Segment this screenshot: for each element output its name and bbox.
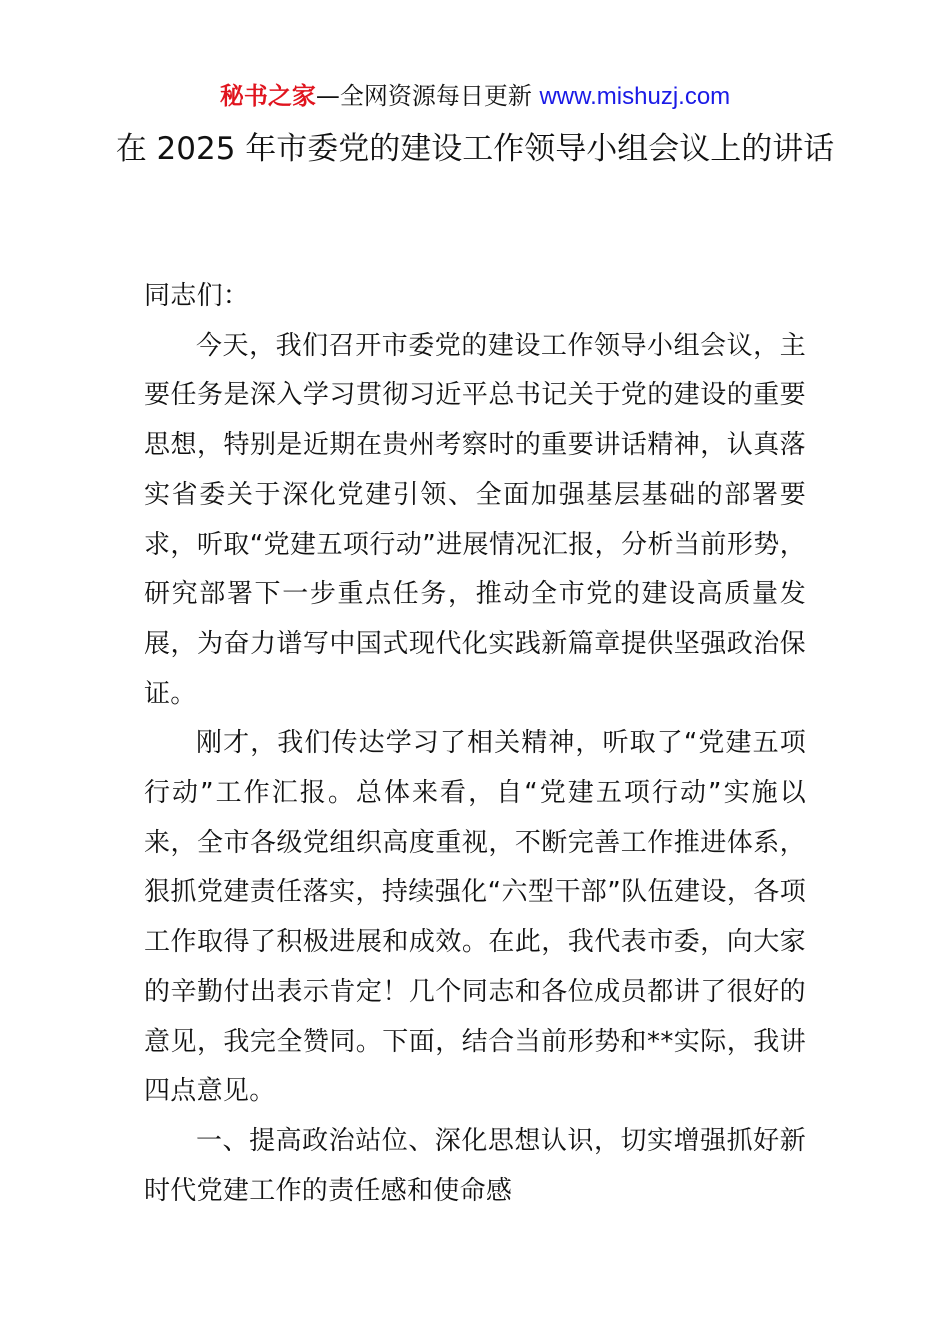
site-header [0, 80, 950, 113]
header-tagline: —全网资源每日更新 [315, 82, 540, 110]
salutation: 同志们： [144, 281, 250, 311]
paragraph: 刚才，我们传达学习了相关精神，听取了“党建五项行动”工作汇报。总体来看，自“党建五项行动”实施以来，全市各级党组织高度重视，不断完善工作推进体系，狠抓党建责任落实，持续强化“六型干部”队伍建设，各项工作取得了积极进展和成效。在此，我代表市委，向大家的辛勤付出表示肯定！几个同志和各位成员都讲了很好的意见，我完全赞同。下面，结合当前形势和**实际，我讲四点意见。 [144, 728, 806, 1107]
paragraph: 今天，我们召开市委党的建设工作领导小组会议，主要任务是深入学习贯彻习近平总书记关于党的建设的重要思想，特别是近期在贵州考察时的重要讲话精神，认真落实省委关于深化党建引领、全面加强基层基础的部署要求，听取“党建五项行动”进展情况汇报，分析当前形势，研究部署下一步重点任务，推动全市党的建设高质量发展，为奋力谱写中国式现代化实践新篇章提供坚强政治保证。 [144, 330, 806, 709]
brand-name: 秘书之家 [219, 82, 316, 110]
site-url-link[interactable]: www.mishuzj.com [539, 83, 731, 110]
document-body [144, 272, 806, 1216]
document-title: 在 2025 年市委党的建设工作领导小组会议上的讲话 [115, 131, 835, 167]
section-heading: 一、提高政治站位、深化思想认识，切实增强抓好新时代党建工作的责任感和使命感 [144, 1125, 806, 1206]
